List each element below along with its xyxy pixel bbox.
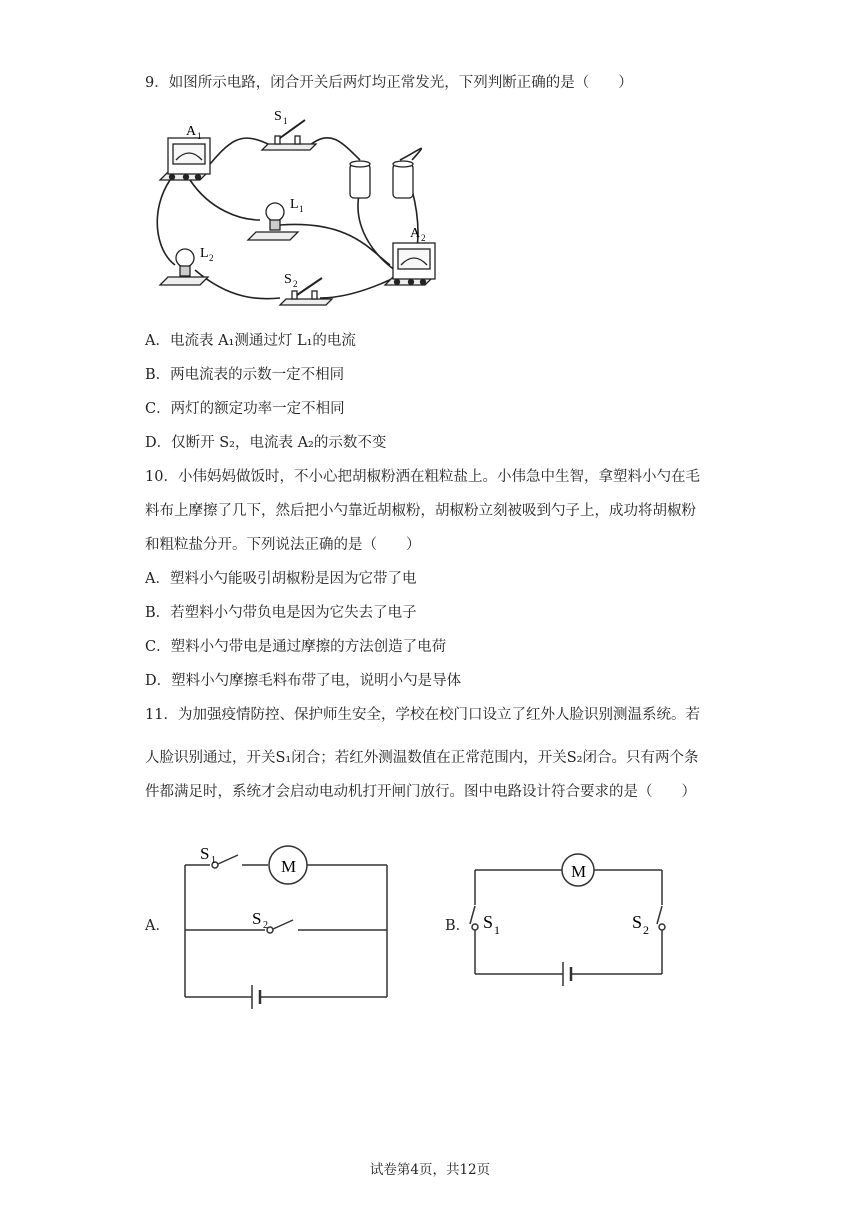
q9-circuit-figure — [150, 100, 490, 320]
q11-option-b-label: B． — [445, 918, 471, 934]
q10-option-b: B．若塑料小勺带负电是因为它失去了电子 — [145, 605, 417, 621]
q9-option-a: A．电流表 A₁测通过灯 L₁的电流 — [145, 333, 356, 349]
svg-text:1: 1 — [197, 131, 202, 141]
svg-text:S: S — [284, 272, 292, 287]
battery-cells — [350, 161, 413, 198]
svg-text:2: 2 — [421, 233, 426, 243]
svg-text:2: 2 — [643, 923, 649, 937]
svg-text:S: S — [252, 909, 262, 928]
q9-option-b: B．两电流表的示数一定不相同 — [145, 367, 345, 383]
q9-option-c: C．两灯的额定功率一定不相同 — [145, 401, 345, 417]
svg-text:A: A — [186, 124, 197, 139]
q9-stem: 9．如图所示电路，闭合开关后两灯均正常发光，下列判断正确的是（ ） — [145, 75, 633, 91]
q10-stem-line-1: 10．小伟妈妈做饭时，不小心把胡椒粉洒在粗粒盐上。小伟急中生智，拿塑料小勺在毛 — [145, 469, 700, 485]
q9-option-d: D．仅断开 S₂，电流表 A₂的示数不变 — [145, 435, 387, 451]
q11-circuit-a — [180, 835, 395, 1015]
svg-text:M: M — [571, 862, 587, 881]
svg-text:2: 2 — [263, 920, 268, 931]
svg-text:2: 2 — [209, 253, 214, 263]
q11-circuit-b — [465, 850, 675, 990]
svg-text:S: S — [274, 109, 282, 124]
svg-text:L: L — [290, 197, 299, 212]
q10-option-c: C．塑料小勺带电是通过摩擦的方法创造了电荷 — [145, 639, 447, 655]
q11-stem-line-3: 件都满足时，系统才会启动电动机打开闸门放行。图中电路设计符合要求的是（ ） — [145, 784, 696, 800]
svg-text:A: A — [410, 226, 421, 241]
ammeter-a2 — [385, 243, 435, 285]
svg-text:1: 1 — [494, 923, 500, 937]
svg-text:S: S — [483, 912, 494, 932]
svg-text:L: L — [200, 246, 209, 261]
switch-s1 — [262, 120, 316, 150]
q11-option-a-label: A． — [145, 918, 170, 934]
q10-stem-line-3: 和粗粒盐分开。下列说法正确的是（ ） — [145, 537, 421, 553]
svg-text:1: 1 — [283, 116, 288, 126]
page-footer: 试卷第4页，共12页 — [369, 1162, 491, 1178]
ammeter-a1 — [160, 138, 210, 180]
svg-text:M: M — [281, 857, 297, 876]
q11-stem-line-2: 人脸识别通过，开关S₁闭合；若红外测温数值在正常范围内，开关S₂闭合。只有两个条 — [145, 750, 699, 766]
q10-option-a: A．塑料小勺能吸引胡椒粉是因为它带了电 — [145, 571, 417, 587]
svg-text:S: S — [632, 912, 643, 932]
svg-text:1: 1 — [299, 204, 304, 214]
svg-text:2: 2 — [293, 279, 298, 289]
svg-text:1: 1 — [211, 855, 216, 866]
svg-text:S: S — [200, 844, 210, 863]
q10-stem-line-2: 料布上摩擦了几下，然后把小勺靠近胡椒粉，胡椒粉立刻被吸到勺子上，成功将胡椒粉 — [145, 503, 696, 519]
q10-option-d: D．塑料小勺摩擦毛料布带了电，说明小勺是导体 — [145, 673, 462, 689]
q11-stem-line-1: 11．为加强疫情防控、保护师生安全，学校在校门口设立了红外人脸识别测温系统。若 — [145, 707, 700, 723]
